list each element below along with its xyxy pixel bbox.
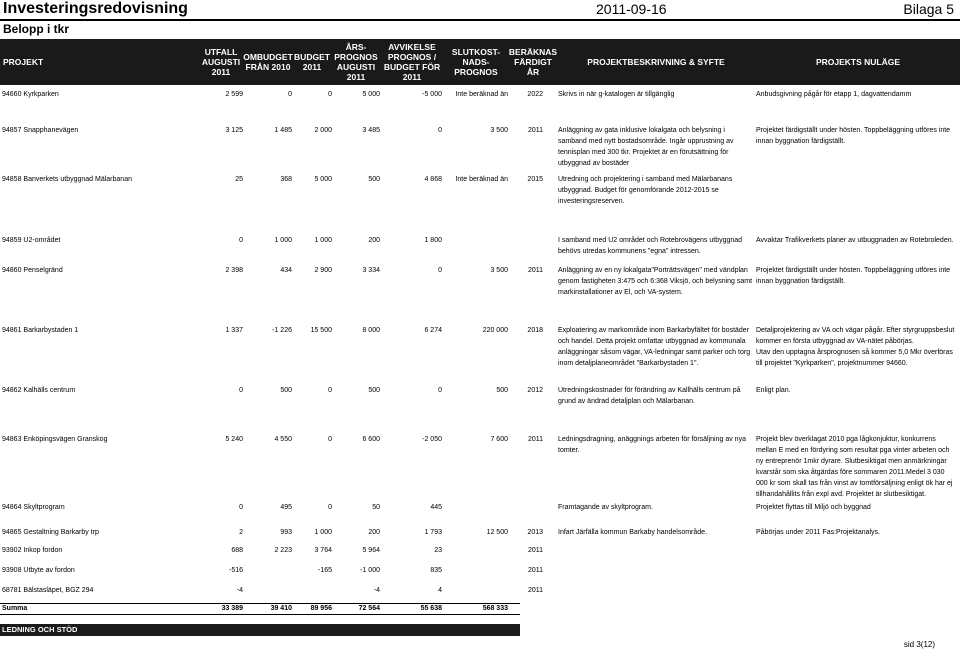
cell-nulage: Detaljprojektering av VA och vägar pågår. Efter styrgruppsbeslut kommer en första utbyggnad av VA-nätet påbörjas. Utav den upptagna årsprognosen så kommer 5,0 Mkr överföras till projektet "Kyrkparken", projektnummer 94660. — [756, 327, 955, 367]
cell-ar: 2011 — [527, 127, 543, 134]
summa-budget: 89 956 — [310, 605, 332, 612]
cell-prognos: 500 — [368, 387, 380, 394]
cell-ombudget: 1 000 — [274, 237, 292, 244]
page-number: sid 3(12) — [903, 640, 935, 649]
cell-avvikelse: -2 050 — [422, 436, 442, 443]
cell-beskrivning: Anläggning av en ny lokalgata"Porträttsvägen" med vändplan genom fastigheten 3:475 och 6:368 Viksjö, och belysning samt markinstallationer av El, och VA-system. — [558, 267, 753, 296]
cell-projekt: 94859 U2-området — [2, 237, 61, 244]
summa-utfall: 33 389 — [221, 605, 243, 612]
cell-utfall: 5 240 — [225, 436, 243, 443]
cell-slut: Inte beräknad än — [455, 91, 508, 98]
cell-slut: 12 500 — [486, 529, 508, 536]
cell-ar: 2015 — [527, 176, 543, 183]
cell-ombudget: 495 — [280, 504, 292, 511]
cell-budget: 1 000 — [314, 529, 332, 536]
amount-unit-label: Belopp i tkr — [3, 22, 70, 36]
cell-projekt: 93908 Utbyte av fordon — [2, 567, 75, 574]
cell-prognos: -4 — [373, 587, 380, 594]
cell-utfall: 0 — [239, 504, 243, 511]
cell-utfall: 688 — [231, 547, 243, 554]
cell-ombudget: 993 — [280, 529, 292, 536]
col-header-projekt: PROJEKT — [3, 57, 44, 67]
col-header-avvikelse: AVVIKELSE PROGNOS / BUDGET FÖR 2011 — [383, 42, 441, 82]
cell-slut: 7 600 — [490, 436, 508, 443]
cell-projekt: 94860 Penselgränd — [2, 267, 63, 274]
cell-beskrivning: Ledningsdragning, anäggnings arbeten för försäljning av nya tomter. — [558, 436, 746, 454]
cell-ar: 2022 — [527, 91, 543, 98]
col-header-arsprognos: ÅRS- PROGNOS AUGUSTI 2011 — [334, 42, 378, 82]
title-divider — [0, 19, 960, 21]
cell-utfall: 25 — [235, 176, 243, 183]
cell-prognos: 3 485 — [362, 127, 380, 134]
cell-budget: 0 — [328, 436, 332, 443]
section-header-ledning: LEDNING OCH STÖD — [0, 624, 520, 636]
cell-slut: 3 500 — [490, 127, 508, 134]
cell-avvikelse: 1 800 — [424, 237, 442, 244]
cell-projekt: 94857 Snapphanevägen — [2, 127, 79, 134]
cell-ar: 2013 — [527, 529, 543, 536]
cell-beskrivning: Exploatering av markområde inom Barkarbyfältet för bostäder och handel. Detta projekt omfattar utbyggnad av kommunala anläggningar såsom vägar, VA-ledningar samt parker och torg inom detaljplaneområdet "Barkarbystaden 1". — [558, 327, 751, 367]
cell-ombudget: 0 — [288, 91, 292, 98]
sum-bottom-line — [0, 614, 520, 615]
cell-nulage: Avvaktar Trafikverkets planer av utbuggnaden av Rotebroleden. — [756, 237, 954, 244]
cell-ar: 2011 — [527, 587, 543, 594]
cell-ombudget: -1 226 — [272, 327, 292, 334]
cell-prognos: 5 000 — [362, 91, 380, 98]
cell-projekt: 94863 Enköpingsvägen Granskog — [2, 436, 108, 443]
cell-ar: 2012 — [527, 387, 543, 394]
cell-prognos: 3 334 — [362, 267, 380, 274]
cell-beskrivning: Utredning och projektering i samband med Mälarbanans utbyggnad. Budget för genomförande 2012-2015 se investeringsreserven. — [558, 176, 733, 205]
cell-utfall: 2 398 — [225, 267, 243, 274]
appendix-label: Bilaga 5 — [903, 1, 954, 17]
cell-ar: 2018 — [527, 327, 543, 334]
cell-prognos: 5 964 — [362, 547, 380, 554]
cell-utfall: 1 337 — [225, 327, 243, 334]
col-header-beraknas: BERÄKNAS FÄRDIGT ÅR — [508, 47, 558, 77]
cell-ar: 2011 — [527, 567, 543, 574]
cell-beskrivning: Skrivs in när g-katalogen är tillgänglig — [558, 91, 675, 98]
cell-budget: 0 — [328, 387, 332, 394]
cell-slut: Inte beräknad än — [455, 176, 508, 183]
summa-label: Summa — [2, 605, 28, 612]
cell-nulage: Anbudsgivning pågår för etapp 1, dagvattendamm — [756, 91, 912, 98]
cell-avvikelse: 0 — [438, 267, 442, 274]
cell-utfall: 0 — [239, 237, 243, 244]
cell-slut: 220 000 — [482, 327, 508, 334]
cell-ar: 2011 — [527, 436, 543, 443]
cell-projekt: 93902 Inkop fordon — [2, 547, 63, 554]
cell-avvikelse: 835 — [430, 567, 442, 574]
cell-nulage: Projektet färdigställt under hösten. Toppbeläggning utföres inte innan byggnation färdigställt. — [756, 127, 951, 145]
cell-utfall: 0 — [239, 387, 243, 394]
col-header-ombudget: OMBUDGET FRÅN 2010 — [243, 52, 293, 72]
report-date: 2011-09-16 — [596, 1, 667, 17]
cell-projekt: 94861 Barkarbystaden 1 — [2, 327, 79, 334]
col-header-nulage: PROJEKTS NULÄGE — [815, 57, 901, 67]
cell-prognos: 6 600 — [362, 436, 380, 443]
summa-prognos: 72 564 — [358, 605, 380, 612]
page-title: Investeringsredovisning — [3, 0, 188, 17]
cell-beskrivning: Utredningskostnader för förändring av Kallhälls centrum på grund av ändrad detaljplan och Mälarbanan. — [558, 387, 741, 405]
cell-ombudget: 434 — [280, 267, 292, 274]
cell-projekt: 68781 Bälstasläpet, BGZ 294 — [2, 587, 94, 594]
cell-beskrivning: Framtagande av skyltprogram. — [558, 504, 653, 511]
cell-prognos: 8 000 — [362, 327, 380, 334]
cell-nulage: Påbörjas under 2011 Fas:Projektanalys. — [756, 529, 880, 536]
summa-ombudget: 39 410 — [270, 605, 292, 612]
cell-avvikelse: 445 — [430, 504, 442, 511]
summa-avvikelse: 55 638 — [420, 605, 442, 612]
cell-utfall: 3 125 — [225, 127, 243, 134]
cell-ar: 2011 — [527, 267, 543, 274]
cell-avvikelse: 4 868 — [424, 176, 442, 183]
cell-budget: 5 000 — [314, 176, 332, 183]
summa-slutkostnad: 568 333 — [482, 605, 508, 612]
col-header-beskrivning: PROJEKTBESKRIVNING & SYFTE — [587, 57, 725, 67]
cell-nulage: Projektet färdigställt under hösten. Toppbeläggning utföres inte innan byggnation färdigställt. — [756, 267, 951, 285]
cell-budget: 0 — [328, 91, 332, 98]
cell-projekt: 94660 Kyrkparken — [2, 91, 59, 98]
cell-ar: 2011 — [527, 547, 543, 554]
cell-budget: -165 — [317, 567, 332, 574]
col-header-budget: BUDGET 2011 — [294, 52, 330, 72]
sum-top-line — [0, 603, 520, 604]
cell-prognos: -1 000 — [360, 567, 380, 574]
cell-utfall: -516 — [228, 567, 243, 574]
col-header-slutkostnad: SLUTKOST-NADS- PROGNOS — [451, 47, 501, 77]
cell-avvikelse: 6 274 — [424, 327, 442, 334]
cell-ombudget: 4 550 — [274, 436, 292, 443]
cell-utfall: 2 599 — [225, 91, 243, 98]
cell-slut: 500 — [496, 387, 508, 394]
cell-avvikelse: -5 000 — [422, 91, 442, 98]
cell-prognos: 200 — [368, 237, 380, 244]
cell-projekt: 94862 Kalhälls centrum — [2, 387, 76, 394]
cell-beskrivning: Anläggning av gata inklusive lokalgata och belysning i samband med nytt bostadsområde. Ingår upprustning av tennisplan med 300 tkr. Projektet är en förutsättning för utbyggnad av bostäder — [558, 127, 734, 167]
table-header — [0, 39, 960, 85]
cell-avvikelse: 0 — [438, 127, 442, 134]
cell-budget: 2 000 — [314, 127, 332, 134]
cell-ombudget: 368 — [280, 176, 292, 183]
cell-utfall: 2 — [239, 529, 243, 536]
cell-ombudget: 1 485 — [274, 127, 292, 134]
col-header-utfall: UTFALL AUGUSTI 2011 — [201, 47, 241, 77]
cell-beskrivning: Infart Järfälla kommun Barkaby handelsområde. — [558, 529, 708, 536]
cell-nulage: Enligt plan. — [756, 387, 791, 394]
cell-prognos: 200 — [368, 529, 380, 536]
cell-slut: 3 500 — [490, 267, 508, 274]
cell-budget: 0 — [328, 504, 332, 511]
cell-prognos: 50 — [372, 504, 380, 511]
cell-avvikelse: 0 — [438, 387, 442, 394]
cell-avvikelse: 23 — [434, 547, 442, 554]
cell-budget: 1 000 — [314, 237, 332, 244]
cell-budget: 2 900 — [314, 267, 332, 274]
cell-projekt: 94864 Skyltprogram — [2, 504, 65, 511]
cell-nulage: Projektet flyttas till Miljö och byggnad — [756, 504, 871, 511]
cell-beskrivning: I samband med U2 området och Rotebrovägens utbyggnad behövs utredas kommunens "egna" intressen. — [558, 237, 743, 255]
cell-utfall: -4 — [236, 587, 243, 594]
cell-prognos: 500 — [368, 176, 380, 183]
cell-ombudget: 500 — [280, 387, 292, 394]
cell-ombudget: 2 223 — [274, 547, 292, 554]
cell-projekt: 94865 Gestaltning Barkarby trp — [2, 529, 99, 536]
cell-projekt: 94858 Banverkets utbyggnad Mälarbanan — [2, 176, 132, 183]
cell-budget: 3 764 — [314, 547, 332, 554]
cell-nulage: Projekt blev överklagat 2010 pga lågkonjuktur, konkurrens mellan E med en fördyring som resultat pga vinter arbeten och ny entreprenör 1mkr dyrare. Slutbesiktigat men anmärkningar kvarstår som ska åtgärdas före sommaren 2011.Medel 3 030 000 kr som skall tas från vinst av tomtförsäljning enligt ök har ej tillhandahållits från expl avd. Projektet är slutbesiktigat. — [756, 436, 953, 498]
cell-avvikelse: 1 793 — [424, 529, 442, 536]
cell-avvikelse: 4 — [438, 587, 442, 594]
cell-budget: 15 500 — [310, 327, 332, 334]
